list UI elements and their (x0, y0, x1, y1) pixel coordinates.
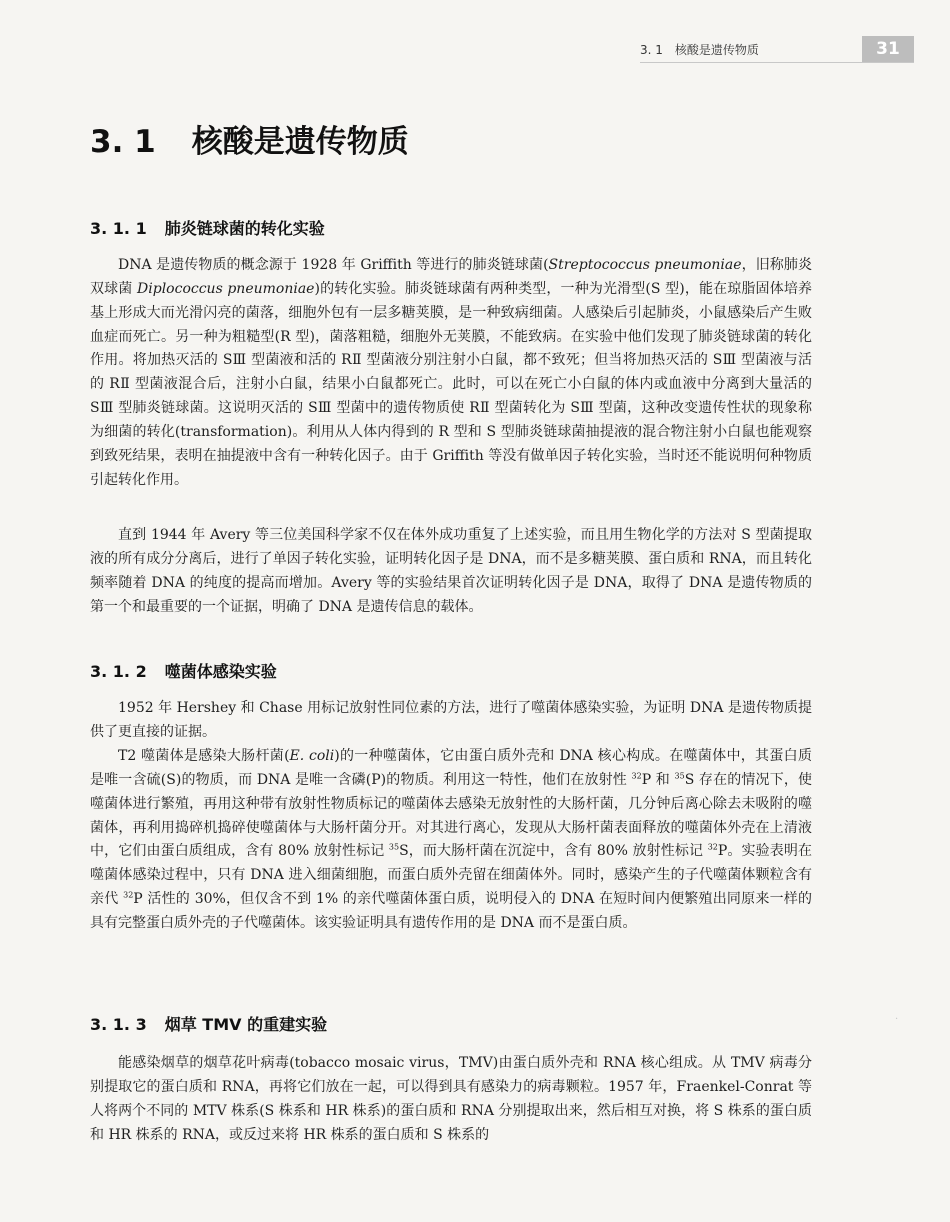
section-title-text: 肺炎链球菌的转化实验 (164, 219, 325, 238)
header-rule (640, 62, 914, 63)
scan-speck: · (895, 1014, 899, 1025)
chapter-title (90, 122, 850, 162)
paragraph-hershey-chase (90, 697, 812, 745)
section-number: 3. 1. 1 (90, 219, 147, 238)
text-run: 能感染烟草的烟草花叶病毒(tobacco mosaic virus，TMV)由蛋白质外壳和 RNA 核心组成。从 TMV 病毒分别提取它的蛋白质和 RNA，再将它们放在一起，可以得到具有感染力的病毒颗粒。1957 年，Fraenkel-Conrat 等人将两个不同的 MTV 株系(S 株系和 HR 株系)的蛋白质和 RNA 分别提取出来，然后相互对换，将 S 株系的蛋白质和 HR 株系的 RNA，或反过来将 HR 株系的蛋白质和 S 株系的 (90, 1055, 812, 1143)
text-run: S，而大肠杆菌在沉淀中，含有 80% 放射性标记 (399, 843, 708, 860)
paragraph-griffith (90, 254, 812, 492)
text-run: ，旧称肺炎双球菌 (90, 257, 812, 297)
chapter-number: 3. 1 (90, 124, 156, 160)
isotope-mass: 32 (631, 771, 642, 781)
text-run: )的转化实验。肺炎链球菌有两种类型，一种为光滑型(S 型)，能在琼脂固体培养基上形成大而光滑闪亮的菌落，细胞外包有一层多糖荚膜，是一种致病细菌。人感染后引起肺炎，小鼠感染后产生败血症而死亡。另一种为粗糙型(R 型)，菌落粗糙，细胞外无荚膜，不能致病。在实验中他们发现了肺炎链球菌的转化作用。将加热灭活的 SⅢ 型菌液和活的 RⅡ 型菌液分别注射小白鼠，都不致死；但当将加热灭活的 SⅢ 型菌液与活的 RⅡ 型菌液混合后，注射小白鼠，结果小白鼠都死亡。此时，可以在死亡小白鼠的体内或血液中分离到大量活的 SⅢ 型肺炎链球菌。这说明灭活的 SⅢ 型菌中的遗传物质使 RⅡ 型菌转化为 SⅢ 型菌，这种改变遗传性状的现象称为细菌的转化(transformation)。利用从人体内得到的 R 型和 S 型肺炎链球菌抽提液的混合物注射小白鼠也能观察到致死结果，表明在抽提液中含有一种转化因子。由于 Griffith 等没有做单因子转化实验，当时还不能说明何种物质引起转化作用。 (90, 280, 812, 488)
text-run: P 和 (641, 771, 675, 788)
running-head: 3. 1 核酸是遗传物质 (640, 43, 759, 57)
text-run: 直到 1944 年 Avery 等三位美国科学家不仅在体外成功重复了上述实验，而且用生物化学的方法对 S 型菌提取液的所有成分分离后，进行了单因子转化实验，证明转化因子是 DNA，而不是多糖荚膜、蛋白质和 RNA，而且转化频率随着 DNA 的纯度的提高而增加。Avery 等的实验结果首次证明转化因子是 DNA，取得了 DNA 是遗传物质的第一个和最重要的一个证据，明确了 DNA 是遗传信息的载体。 (90, 527, 812, 615)
paragraph-tmv (90, 1052, 812, 1147)
species-name: Diplococcus pneumoniae (137, 280, 315, 297)
section-title-3-1-2 (90, 661, 850, 683)
section-title-3-1-1 (90, 218, 850, 240)
paragraph-t2-phage (90, 745, 812, 936)
section-title-text: 烟草 TMV 的重建实验 (164, 1015, 328, 1034)
section-title-text: 噬菌体感染实验 (164, 662, 277, 681)
text-run: 1952 年 Hershey 和 Chase 用标记放射性同位素的方法，进行了噬菌体感染实验，为证明 DNA 是遗传物质提供了更直接的证据。 (90, 700, 812, 740)
page-number: 31 (862, 36, 914, 63)
section-title-3-1-3 (90, 1014, 850, 1036)
section-number: 3. 1. 3 (90, 1015, 147, 1034)
text-run: DNA 是遗传物质的概念源于 1928 年 Griffith 等进行的肺炎链球菌( (118, 257, 549, 273)
text-run: P 活性的 30%，但仅含不到 1% 的亲代噬菌体蛋白质，说明侵入的 DNA 在短时间内便繁殖出同原来一样的具有完整蛋白质外壳的子代噬菌体。该实验证明具有遗传作用的是 DNA 而不是蛋白质。 (90, 891, 813, 931)
chapter-title-text: 核酸是遗传物质 (191, 124, 409, 160)
isotope-mass: 32 (707, 842, 718, 852)
text-run: P。实验表明在噬菌体感染过程中，只有 DNA 进入细菌细胞，而蛋白质外壳留在细菌体外。同时，感染产生的子代噬菌体颗粒含有亲代 (90, 843, 813, 908)
paragraph-avery (90, 524, 812, 619)
isotope-mass: 35 (674, 771, 685, 781)
species-name: Streptococcus pneumoniae (548, 257, 742, 273)
isotope-mass: 35 (388, 842, 400, 852)
isotope-mass: 32 (123, 890, 134, 900)
text-run: S 存在的情况下，使噬菌体进行繁殖，再用这种带有放射性物质标记的噬菌体去感染无放射性的大肠杆菌，几分钟后离心除去未吸附的噬菌体，再利用捣碎机捣碎使噬菌体与大肠杆菌分开。对其进行离心，发现从大肠杆菌表面释放的噬菌体外壳在上清液中，它们由蛋白质组成，含有 80% 放射性标记 (90, 771, 813, 860)
text-run: T2 噬菌体是感染大肠杆菌( (118, 748, 290, 764)
species-name: E. coli (289, 748, 335, 764)
section-number: 3. 1. 2 (90, 662, 147, 681)
text-run: )的一种噬菌体，它由蛋白质外壳和 DNA 核心构成。在噬菌体中，其蛋白质是唯一含硫(S)的物质，而 DNA 是唯一含磷(P)的物质。利用这一特性，他们在放射性 (90, 748, 812, 788)
